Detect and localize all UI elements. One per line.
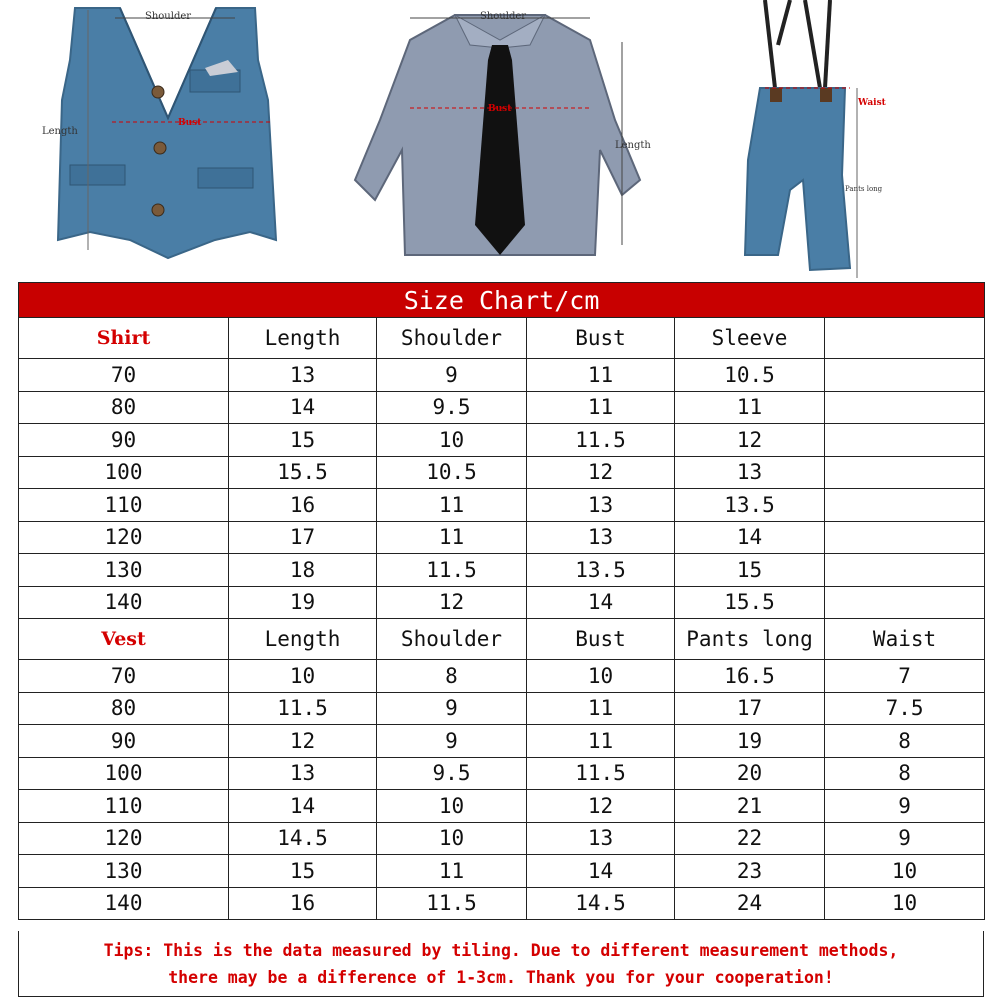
- shirt-cell: 15: [229, 424, 377, 457]
- shirt-image: [355, 15, 640, 255]
- vest-cell: 14: [527, 855, 675, 888]
- vest-table-row: [19, 790, 985, 823]
- shirt-cell: [825, 359, 985, 392]
- shirt-cell: [825, 586, 985, 619]
- shirt-table-row: [19, 521, 985, 554]
- tips-note: [18, 931, 984, 997]
- pants-image: [745, 0, 857, 278]
- vest-col-shoulder: Shoulder: [377, 619, 527, 660]
- vest-cell: 11: [377, 855, 527, 888]
- vest-cell: 22: [675, 822, 825, 855]
- shirt-cell: 14: [675, 521, 825, 554]
- vest-cell: 140: [19, 887, 229, 920]
- shirt-cell: 17: [229, 521, 377, 554]
- shirt-cell: [825, 424, 985, 457]
- shirt-cell: 11: [527, 359, 675, 392]
- vest-cell: 80: [19, 692, 229, 725]
- shirt-table-row: [19, 586, 985, 619]
- vest-cell: 7.5: [825, 692, 985, 725]
- shirt-cell: 140: [19, 586, 229, 619]
- vest-cell: 9.5: [377, 757, 527, 790]
- vest-cell: 90: [19, 725, 229, 758]
- shirt-cell: 130: [19, 554, 229, 587]
- shirt-col-length: Length: [229, 318, 377, 359]
- vest-cell: 11.5: [377, 887, 527, 920]
- vest-cell: 15: [229, 855, 377, 888]
- vest-cell: 7: [825, 660, 985, 693]
- shirt-cell: 13: [527, 521, 675, 554]
- size-chart-title: Size Chart/cm: [19, 283, 985, 318]
- shirt-cell: 15.5: [229, 456, 377, 489]
- shirt-table-row: [19, 554, 985, 587]
- vest-table-row: [19, 725, 985, 758]
- shirt-cell: [825, 489, 985, 522]
- vest-cell: 10: [825, 855, 985, 888]
- vest-shoulder-label: Shoulder: [145, 11, 192, 22]
- vest-cell: 9: [825, 790, 985, 823]
- vest-cell: 12: [527, 790, 675, 823]
- vest-cell: 130: [19, 855, 229, 888]
- vest-cell: 100: [19, 757, 229, 790]
- shirt-rows: [19, 359, 985, 619]
- shirt-shoulder-label: Shoulder: [480, 11, 527, 22]
- shirt-cell: 110: [19, 489, 229, 522]
- shirt-cell: [825, 554, 985, 587]
- shirt-cell: 13.5: [675, 489, 825, 522]
- shirt-col-shoulder: Shoulder: [377, 318, 527, 359]
- vest-section-label: Vest: [19, 619, 229, 660]
- vest-rows: [19, 660, 985, 920]
- vest-bust-label: Bust: [178, 118, 202, 128]
- shirt-cell: 9.5: [377, 391, 527, 424]
- vest-cell: 8: [825, 725, 985, 758]
- vest-cell: 11: [527, 692, 675, 725]
- vest-cell: 110: [19, 790, 229, 823]
- vest-cell: 11.5: [229, 692, 377, 725]
- vest-cell: 23: [675, 855, 825, 888]
- vest-table-row: [19, 757, 985, 790]
- vest-cell: 14.5: [229, 822, 377, 855]
- vest-cell: 9: [377, 692, 527, 725]
- size-chart-table: [18, 282, 985, 920]
- product-photos: [0, 0, 1000, 280]
- shirt-cell: 16: [229, 489, 377, 522]
- shirt-cell: 11: [527, 391, 675, 424]
- pants-long-label: Pants long: [845, 185, 883, 193]
- shirt-cell: 12: [377, 586, 527, 619]
- shirt-cell: 11: [377, 489, 527, 522]
- shirt-bust-label: Bust: [488, 104, 512, 114]
- shirt-cell: 12: [675, 424, 825, 457]
- shirt-table-row: [19, 489, 985, 522]
- vest-cell: 8: [825, 757, 985, 790]
- vest-table-row: [19, 855, 985, 888]
- shirt-cell: 13: [675, 456, 825, 489]
- shirt-cell: 10: [377, 424, 527, 457]
- shirt-cell: 13: [229, 359, 377, 392]
- vest-cell: 21: [675, 790, 825, 823]
- shirt-col-bust: Bust: [527, 318, 675, 359]
- pants-waist-label: Waist: [858, 98, 886, 108]
- vest-cell: 13: [527, 822, 675, 855]
- shirt-cell: 11: [377, 521, 527, 554]
- vest-cell: 10: [377, 822, 527, 855]
- shirt-cell: 11: [675, 391, 825, 424]
- vest-col-bust: Bust: [527, 619, 675, 660]
- vest-cell: 20: [675, 757, 825, 790]
- vest-cell: 11.5: [527, 757, 675, 790]
- vest-cell: 9: [825, 822, 985, 855]
- shirt-cell: 15.5: [675, 586, 825, 619]
- shirt-cell: [825, 391, 985, 424]
- tips-line-1: Tips: This is the data measured by tiling. Due to different measurement methods,: [103, 941, 899, 960]
- vest-cell: 70: [19, 660, 229, 693]
- vest-table-row: [19, 692, 985, 725]
- vest-cell: 10: [527, 660, 675, 693]
- shirt-cell: 15: [675, 554, 825, 587]
- product-illustrations: [0, 0, 1000, 280]
- shirt-cell: 9: [377, 359, 527, 392]
- vest-col-pants-long: Pants long: [675, 619, 825, 660]
- shirt-cell: 13: [527, 489, 675, 522]
- shirt-cell: 70: [19, 359, 229, 392]
- tips-line-2: there may be a difference of 1-3cm. Thank you for your cooperation!: [168, 968, 834, 987]
- shirt-cell: 11.5: [377, 554, 527, 587]
- vest-cell: 12: [229, 725, 377, 758]
- vest-cell: 14.5: [527, 887, 675, 920]
- shirt-cell: 90: [19, 424, 229, 457]
- vest-table-row: [19, 660, 985, 693]
- vest-col-length: Length: [229, 619, 377, 660]
- shirt-cell: 120: [19, 521, 229, 554]
- vest-cell: 10: [377, 790, 527, 823]
- shirt-cell: 14: [527, 586, 675, 619]
- vest-cell: 24: [675, 887, 825, 920]
- vest-image: [58, 8, 276, 258]
- vest-cell: 16: [229, 887, 377, 920]
- shirt-cell: [825, 456, 985, 489]
- vest-header-row: [19, 619, 985, 660]
- shirt-header-row: [19, 318, 985, 359]
- vest-cell: 8: [377, 660, 527, 693]
- shirt-cell: 10.5: [675, 359, 825, 392]
- shirt-cell: 80: [19, 391, 229, 424]
- vest-table-row: [19, 887, 985, 920]
- shirt-section-label: Shirt: [19, 318, 229, 359]
- vest-cell: 14: [229, 790, 377, 823]
- vest-length-label: Length: [42, 126, 78, 137]
- vest-cell: 16.5: [675, 660, 825, 693]
- vest-cell: 9: [377, 725, 527, 758]
- vest-cell: 19: [675, 725, 825, 758]
- vest-cell: 11: [527, 725, 675, 758]
- shirt-cell: 10.5: [377, 456, 527, 489]
- shirt-cell: 18: [229, 554, 377, 587]
- shirt-length-label: Length: [615, 140, 651, 151]
- vest-cell: 13: [229, 757, 377, 790]
- vest-cell: 120: [19, 822, 229, 855]
- shirt-cell: 100: [19, 456, 229, 489]
- shirt-table-row: [19, 359, 985, 392]
- shirt-cell: 12: [527, 456, 675, 489]
- shirt-cell: 14: [229, 391, 377, 424]
- shirt-table-row: [19, 424, 985, 457]
- vest-col-waist: Waist: [825, 619, 985, 660]
- shirt-cell: [825, 521, 985, 554]
- shirt-cell: 11.5: [527, 424, 675, 457]
- shirt-col-empty: [825, 318, 985, 359]
- shirt-cell: 13.5: [527, 554, 675, 587]
- shirt-cell: 19: [229, 586, 377, 619]
- vest-cell: 10: [825, 887, 985, 920]
- shirt-table-row: [19, 456, 985, 489]
- vest-cell: 17: [675, 692, 825, 725]
- shirt-table-row: [19, 391, 985, 424]
- vest-table-row: [19, 822, 985, 855]
- shirt-col-sleeve: Sleeve: [675, 318, 825, 359]
- vest-cell: 10: [229, 660, 377, 693]
